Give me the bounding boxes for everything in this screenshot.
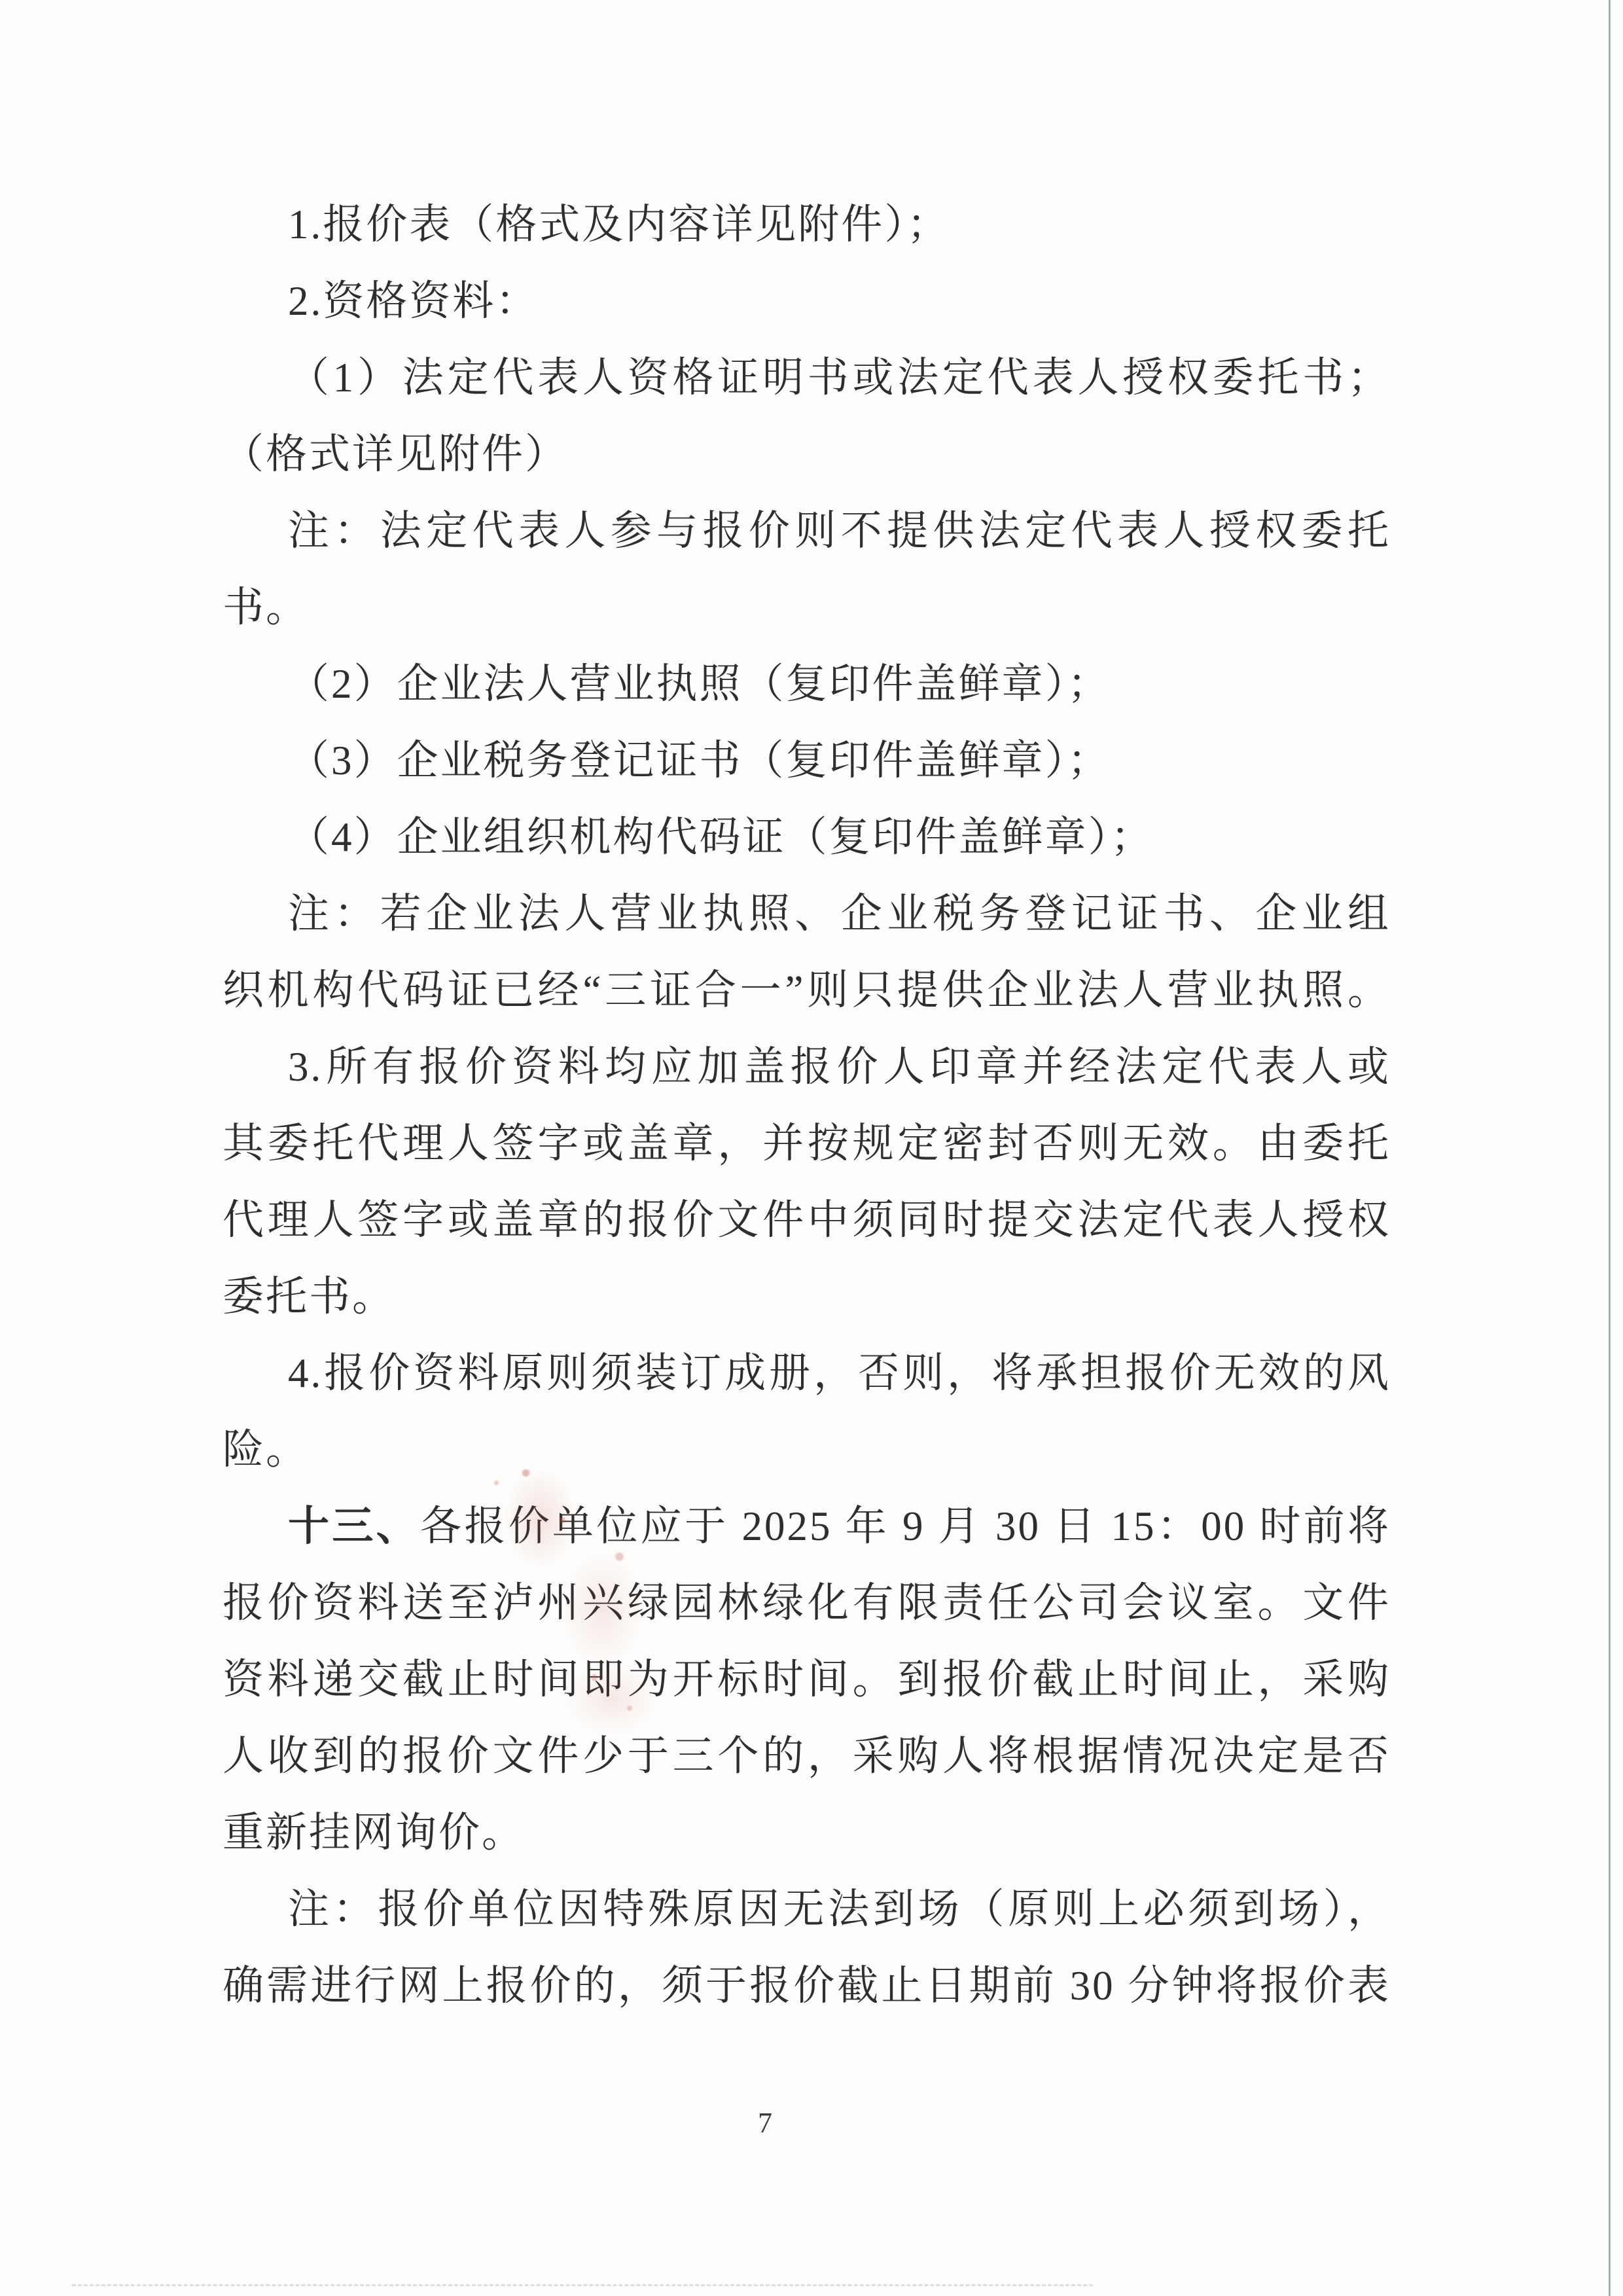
text-line: 委托书。 bbox=[223, 1274, 395, 1319]
scan-edge-line bbox=[1609, 0, 1611, 2296]
text-line: 资料递交截止时间即为开标时间。到报价截止时间止，采购 bbox=[223, 1657, 1391, 1702]
section-text: 各报价单位应于 2025 年 9 月 30 日 15：00 时前将 bbox=[420, 1503, 1391, 1549]
text-line: 注：若企业法人营业执照、企业税务登记证书、企业组 bbox=[288, 891, 1391, 937]
red-speckle bbox=[627, 1706, 632, 1711]
text-line: 注：法定代表人参与报价则不提供法定代表人授权委托 bbox=[288, 508, 1391, 554]
text-line: （3）企业税务登记证书（复印件盖鲜章）； bbox=[288, 738, 1111, 783]
text-line: 1.报价表（格式及内容详见附件）； bbox=[288, 202, 950, 247]
text-line: 4.报价资料原则须装订成册，否则，将承担报价无效的风 bbox=[288, 1350, 1391, 1396]
text-line: 重新挂网询价。 bbox=[223, 1810, 525, 1856]
text-line: 代理人签字或盖章的报价文件中须同时提交法定代表人授权 bbox=[223, 1197, 1391, 1243]
page-number: 7 bbox=[758, 2107, 772, 2139]
text-line: 其委托代理人签字或盖章，并按规定密封否则无效。由委托 bbox=[223, 1121, 1391, 1166]
red-speckle bbox=[522, 1469, 529, 1477]
scan-bottom-artifact bbox=[72, 2284, 1093, 2286]
red-speckle bbox=[591, 1674, 597, 1681]
text-line: 人收到的报价文件少于三个的，采购人将根据情况决定是否 bbox=[223, 1733, 1391, 1779]
text-line: （1）法定代表人资格证明书或法定代表人授权委托书； bbox=[288, 355, 1391, 401]
document-body bbox=[223, 187, 1391, 2024]
text-line: 2.资格资料： bbox=[288, 278, 539, 324]
text-line: （格式详见附件） bbox=[223, 431, 568, 477]
text-line: 书。 bbox=[223, 584, 309, 630]
red-speckle bbox=[615, 1552, 624, 1561]
text-line: 注：报价单位因特殊原因无法到场（原则上必须到场）， bbox=[288, 1886, 1391, 1932]
section-number: 十三、 bbox=[288, 1503, 421, 1549]
red-speckle bbox=[560, 1517, 565, 1523]
red-speckle bbox=[494, 1480, 499, 1485]
text-line: 报价资料送至泸州兴绿园林绿化有限责任公司会议室。文件 bbox=[223, 1580, 1391, 1626]
red-stamp-bleedthrough bbox=[550, 1649, 674, 1748]
section-heading-line bbox=[223, 1488, 1391, 1565]
text-line: 险。 bbox=[223, 1427, 309, 1473]
text-line: （4）企业组织机构代码证（复印件盖鲜章）； bbox=[288, 814, 1154, 860]
text-line: （2）企业法人营业执照（复印件盖鲜章）； bbox=[288, 661, 1111, 707]
text-line: 确需进行网上报价的，须于报价截止日期前 30 分钟将报价表 bbox=[223, 1963, 1391, 2009]
text-line: 织机构代码证已经“三证合一”则只提供企业法人营业执照。 bbox=[223, 967, 1391, 1013]
text-line: 3.所有报价资料均应加盖报价人印章并经法定代表人或 bbox=[288, 1044, 1391, 1090]
